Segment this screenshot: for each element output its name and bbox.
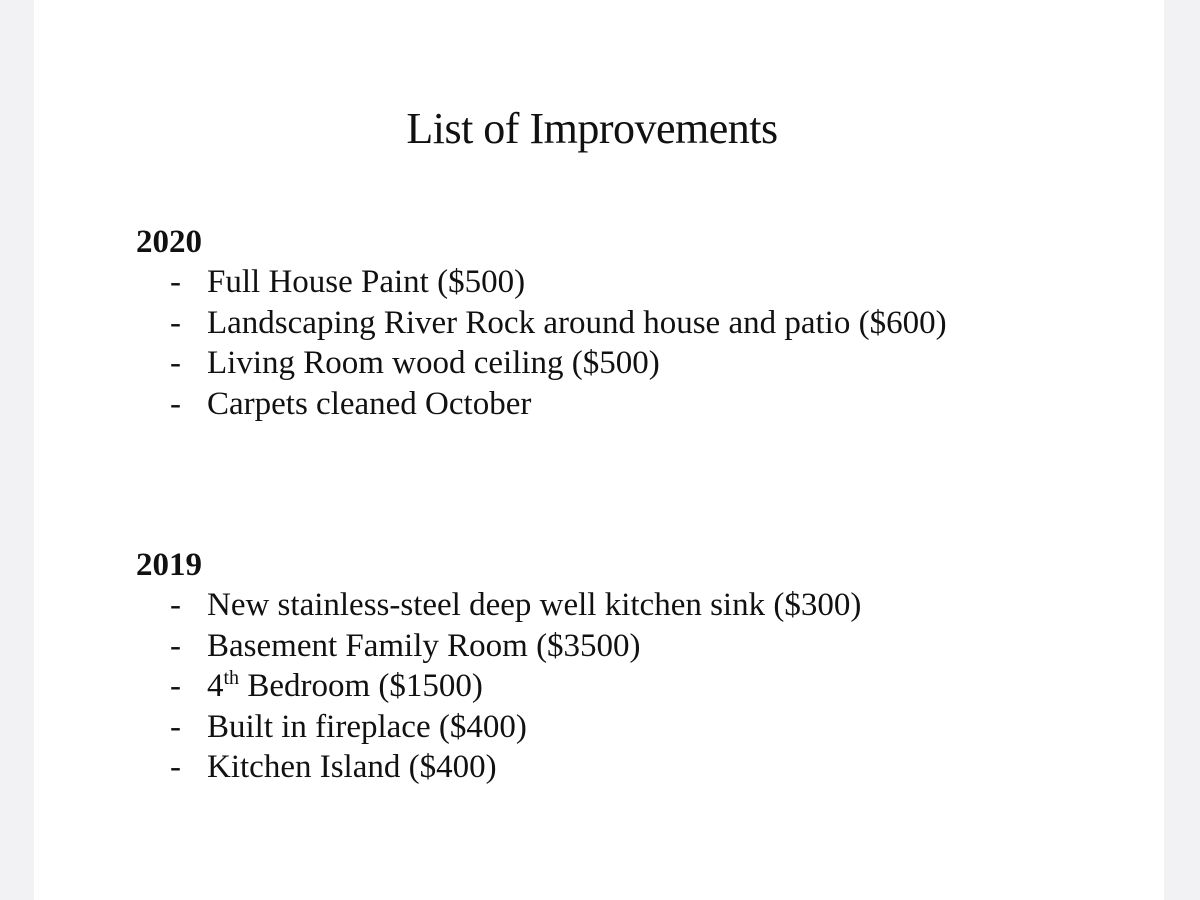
list-item [136,262,1096,303]
list-item-text: Kitchen Island ($400) [207,749,497,785]
bullet-dash: - [170,708,181,745]
ordinal-number: 4 [207,668,224,704]
bullet-dash: - [170,627,181,664]
improvement-list [136,585,1096,788]
list-item-text: Landscaping River Rock around house and patio ($600) [207,304,947,341]
list-item-text: Full House Paint ($500) [207,264,526,300]
bullet-dash: - [170,385,181,422]
list-item [136,707,1096,748]
list-item-text: Carpets cleaned October [207,385,532,422]
list-item-text: New stainless-steel deep well kitchen sink ($300) [207,587,862,623]
improvement-list [136,262,1096,424]
list-item-rest: Bedroom ($1500) [239,668,483,704]
section-year: 2019 [136,547,202,583]
bullet-dash: - [170,264,181,300]
section-2019 [136,545,1096,788]
page-title: List of Improvements [406,104,778,153]
list-item [136,626,1096,667]
list-item [136,666,1096,707]
list-item [136,384,1096,425]
ordinal-suffix: th [223,667,240,689]
list-item-text [207,668,483,704]
list-item [136,343,1096,384]
bullet-dash: - [170,749,181,785]
bullet-dash: - [170,304,181,341]
section-2020 [136,222,1096,424]
list-item-text: Built in fireplace ($400) [207,708,527,745]
bullet-dash: - [170,668,181,704]
document-page [34,0,1164,900]
bullet-dash: - [170,345,181,381]
bullet-dash: - [170,587,181,623]
list-item [136,303,1096,344]
list-item [136,747,1096,788]
list-item-text: Basement Family Room ($3500) [207,627,641,664]
list-item-text: Living Room wood ceiling ($500) [207,345,660,381]
list-item [136,585,1096,626]
section-year: 2020 [136,224,202,260]
